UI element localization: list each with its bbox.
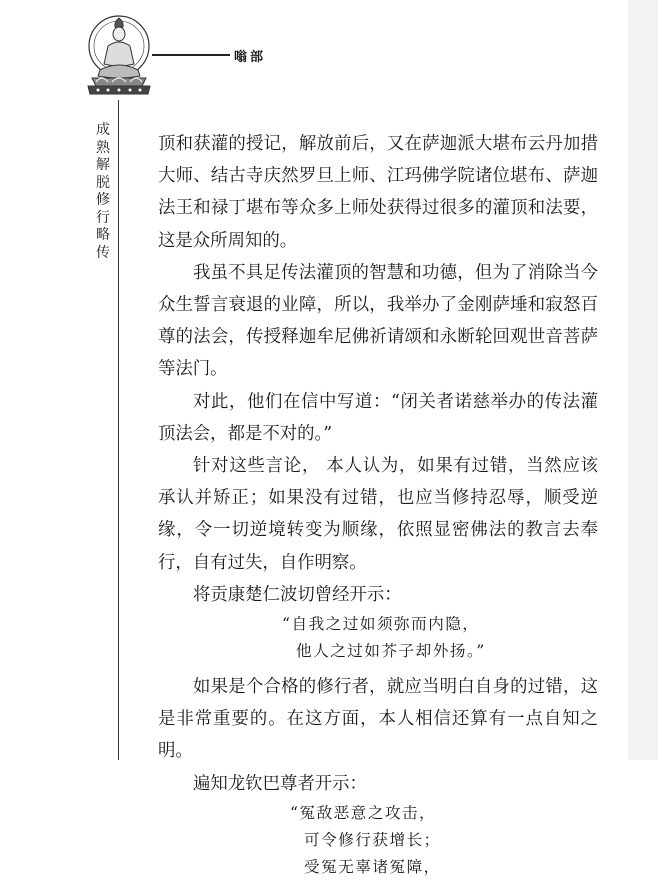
paragraph: 将贡康楚仁波切曾经开示： xyxy=(193,584,402,605)
paragraph: 遍知龙钦巴尊者开示： xyxy=(193,773,367,794)
quote-line: “冤敌恶意之攻击， xyxy=(290,803,437,822)
quote-line: “自我之过如须弥而内隐， xyxy=(282,615,480,634)
paragraph: 我虽不具足传法灌顶的智慧和功德，但为了消除当今众生誓言衰退的业障，所以，我举办了金刚萨埵和寂怒百尊的法会，传授释迦牟尼佛祈请颂和永断轮回观世音菩萨等法门。 xyxy=(158,262,598,380)
paragraph: 顶和获灌的授记，解放前后，又在萨迦派大堪布云丹加措大师、结古寺庆然罗旦上师、江玛佛学院诸位堪布、萨迦法王和禄丁堪布等众多上师处获得过很多的灌顶和法要，这是众所周知的。 xyxy=(158,134,598,251)
quote-line: 受冤无辜诸冤障， xyxy=(304,857,441,876)
quote-line: 他人之过如芥子却外扬。” xyxy=(296,642,486,661)
buddha-icon xyxy=(78,10,160,100)
page-edge xyxy=(628,0,658,760)
paragraph: 如果是个合格的修行者，就应当明白自身的过错，这是非常重要的。在这方面，本人相信还算有一点自知之明。 xyxy=(158,677,598,762)
quote-line: 可令修行获增长； xyxy=(304,830,441,849)
paragraph: 针对这些言论， 本人认为，如果有过错，当然应该承认并矫正；如果没有过错，也应当修持忍辱，顺受逆缘，令一切逆境转变为顺缘，依照显密佛法的教言去奉行，自有过失，自作明察。 xyxy=(158,456,598,573)
header-rule xyxy=(152,54,230,56)
paragraph: 对此，他们在信中写道：“闭关者诺慈举办的传法灌顶法会，都是不对的。” xyxy=(158,391,598,444)
page-body xyxy=(158,128,598,881)
margin-rule xyxy=(118,100,119,760)
vertical-book-title: 成熟解脱修行略传 xyxy=(96,122,110,261)
section-label: 嗡部 xyxy=(234,50,267,65)
